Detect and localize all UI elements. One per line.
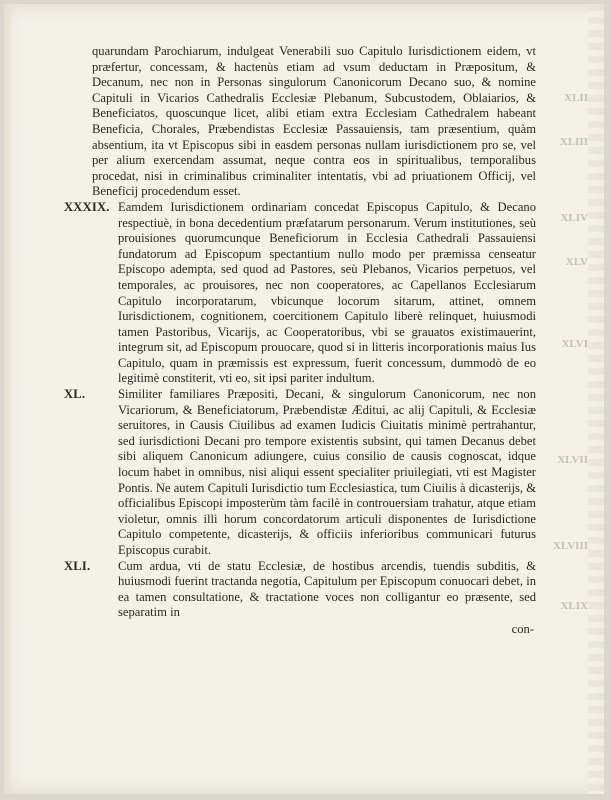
show-through-numeral: XLIV bbox=[560, 212, 588, 224]
article-text: Cum ardua, vti de statu Ecclesiæ, de hostibus arcendis, tuendis subditis, & huiusmodi fuerint tractanda negotia, Capitulum per Episcopum conuocari debet, in ea tamen consultatione, & tractatione voces non colligantur eo præsente, sed separatim in bbox=[118, 558, 536, 620]
catchword: con- bbox=[511, 621, 534, 636]
show-through-numeral: XLII bbox=[564, 92, 588, 104]
show-through-numeral: XLVII bbox=[557, 454, 588, 466]
article-text: Eamdem Iurisdictionem ordinariam concedat Episcopus Capitulo, & Decano respectiuè, in bona decedentium præfatarum personarum. Verum institutiones, seù prouisiones quorumcunque Beneficiorum in Ecclesia Cathedrali Passauiensi fundatorum ad Episcopum spectantium nullo modo per præmissa censeatur Episcopo adempta, sed quod ad Pastores, seù Plebanos, Vicarios perpetuos, vel temporales, ac prouisores, nec non cooperatores, ac Capellanos Ecclesiarum Capitulo incorporatarum, vbicunque locorum sitarum, attinet, omnem Iurisdictionem, cognitionem, coercitionem Capitulo liberè relinquet, huiusmodi tamen Pastoribus, Vicarijs, ac Cooperatoribus, vbi se grauatos existimauerint, integrum sit, ad Episcopum prouocare, quod si in litteris incorporationis maius Ius Capitulo, quam in præmissis est expressum, fuerit concessum, dummodò de eo legitimè constiterit, vti eo, sit ipsi pariter indultum. bbox=[118, 199, 536, 386]
article-xxxix bbox=[64, 200, 536, 387]
show-through-numeral: XLVI bbox=[561, 338, 588, 350]
article-xli bbox=[64, 559, 536, 621]
article-text: Similiter familiares Præpositi, Decani, & singulorum Canonicorum, nec non Vicariorum, & Beneficiatorum, Præbendistæ Æditui, ac alij Capituli, & Ecclesiæ seruitores, in Causis Ciuilibus ad examen Iudicis Ciuitatis minimè pertrahantur, sed iurisdictioni Decani pro tempore existentis subsint, qui tamen Decanus debet sibi aliquem Canonicum adiungere, cuius consilio de causis cognoscat, idque locum habet in omnibus, nisi aliqui essent specialiter priuilegiati, vti est Magister Pontis. Ne autem Capituli Iurisdictio tum Ecclesiastica, tum Ciuilis à dicasterijs, & officialibus Episcopi imposterùm tàm facilè in controuersiam trahatur, atque etiam violetur, omnis illi horum concordatorum articuli disponentes de Iurisdictione Capitulo competente, dicasterijs, & officiis inferioribus communicari futurus Episcopus curabit. bbox=[118, 387, 536, 557]
document-body bbox=[64, 44, 536, 638]
article-number: XLI. bbox=[64, 558, 91, 573]
article-xl bbox=[64, 387, 536, 559]
show-through-numeral: XLV bbox=[565, 256, 588, 268]
continued-paragraph: quarundam Parochiarum, indulgeat Venerabili suo Capitulo Iurisdictionem eidem, vt præfertur, concessam, & hactenùs etiam ad vsum deductam in Præpositum, & Decanum, nec non in Personas singulorum Canonicorum Decano suo, & nomine Capituli in Vicarios Cathedralis Ecclesiæ Plebanum, Subcustodem, Oblaiarios, & Beneficiatos, quoscunque licet, alibi etiam extra Ecclesiam Cathedralem habeant Beneficia, Chorales, Præbendistas Ecclesiæ Passauiensis, tam præsentium, quàm absentium, ita vt Episcopus sibi in easdem personas nullam iurisdictionem pro se, vel per alium exercendam assumat, neque contra eos in spiritualibus, temporalibus procedat, nisi in criminalibus criminaliter intentatis, vbi ad priuationem Officij, vel Beneficij procedendum esset. bbox=[92, 44, 536, 199]
show-through-numeral: XLIII bbox=[559, 136, 588, 148]
article-number: XXXIX. bbox=[64, 199, 110, 214]
show-through-numeral: XLIX bbox=[560, 600, 588, 612]
article-number: XL. bbox=[64, 387, 86, 402]
show-through-numeral: XLVIII bbox=[552, 540, 588, 552]
parchment-page bbox=[4, 4, 604, 794]
